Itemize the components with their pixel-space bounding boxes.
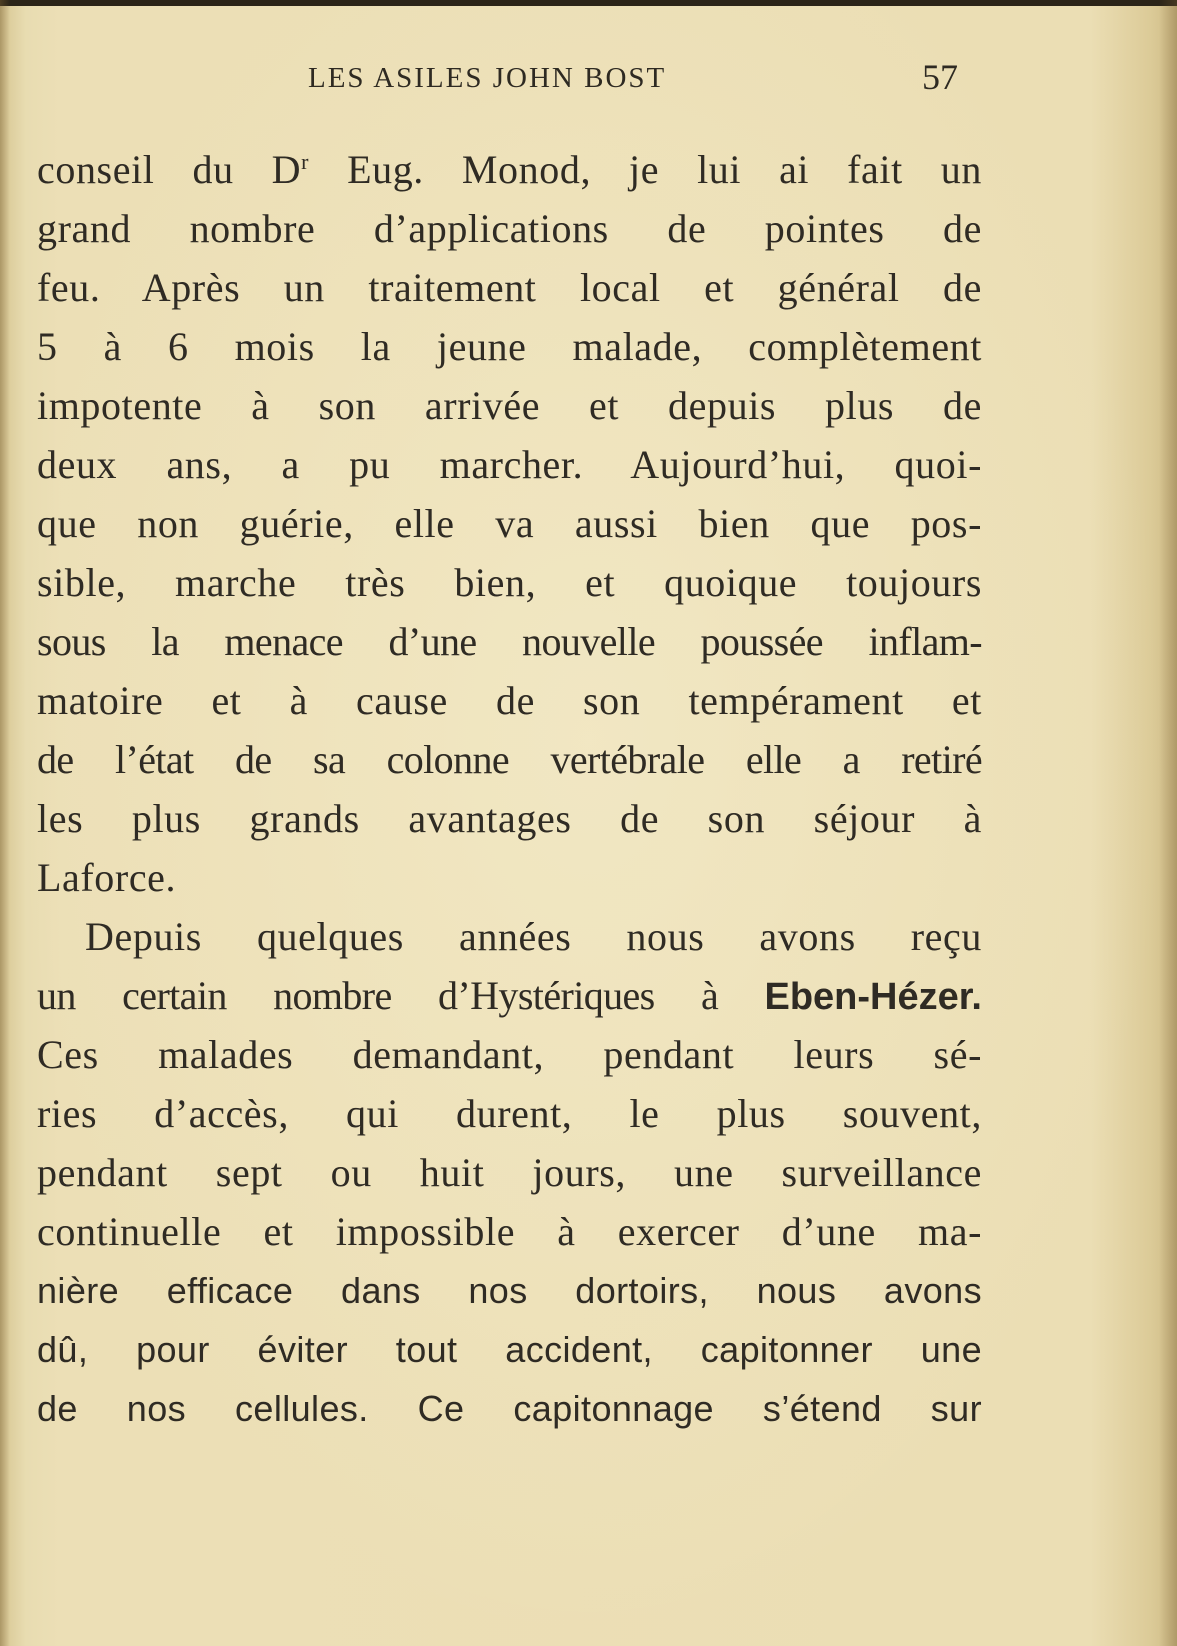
text-line: un certain nombre d’Hystériques à Eben-Hézer. bbox=[37, 973, 982, 1018]
text-line: de l’état de sa colonne vertébrale elle a retiré bbox=[37, 737, 982, 782]
running-title: LES ASILES JOHN BOST bbox=[308, 62, 667, 94]
page-left-shadow bbox=[0, 0, 10, 1646]
text-line: pendant sept ou huit jours, une surveillance bbox=[37, 1150, 982, 1195]
text-line: Ces malades demandant, pendant leurs sé- bbox=[37, 1032, 982, 1077]
page-top-edge bbox=[0, 0, 1177, 6]
text-line: continuelle et impossible à exercer d’une ma- bbox=[37, 1209, 982, 1254]
text-line: deux ans, a pu marcher. Aujourd’hui, quoi- bbox=[37, 442, 982, 487]
text-line: les plus grands avantages de son séjour à bbox=[37, 796, 982, 841]
text-line: 5 à 6 mois la jeune malade, complètement bbox=[37, 324, 982, 369]
text-line: de nos cellules. Ce capitonnage s’étend sur bbox=[37, 1388, 982, 1429]
text-line: dû, pour éviter tout accident, capitonner une bbox=[37, 1329, 982, 1370]
superscript: r bbox=[301, 149, 310, 174]
text-line: feu. Après un traitement local et général de bbox=[37, 265, 982, 310]
text-line: sous la menace d’une nouvelle poussée inflam- bbox=[37, 619, 982, 664]
text-line: ries d’accès, qui durent, le plus souvent, bbox=[37, 1091, 982, 1136]
text-line: Laforce. bbox=[37, 855, 177, 900]
text-line: grand nombre d’applications de pointes de bbox=[37, 206, 982, 251]
text-line: sible, marche très bien, et quoique toujours bbox=[37, 560, 982, 605]
bold-name: Eben-Hézer. bbox=[764, 976, 982, 1018]
text-line: nière efficace dans nos dortoirs, nous avons bbox=[37, 1270, 982, 1311]
text-line: que non guérie, elle va aussi bien que pos- bbox=[37, 501, 982, 546]
body-text bbox=[37, 140, 982, 1438]
text-line: conseil du $D^r$ Eug. Monod, je lui ai fait un bbox=[37, 147, 983, 192]
page-number: 57 bbox=[922, 57, 958, 97]
running-head bbox=[0, 57, 1177, 102]
text-line: impotente à son arrivée et depuis plus de bbox=[37, 383, 982, 428]
text-line: matoire et à cause de son tempérament et bbox=[37, 678, 982, 723]
page-right-shadow bbox=[1159, 0, 1177, 1646]
text-line: Depuis quelques années nous avons reçu bbox=[85, 914, 982, 959]
